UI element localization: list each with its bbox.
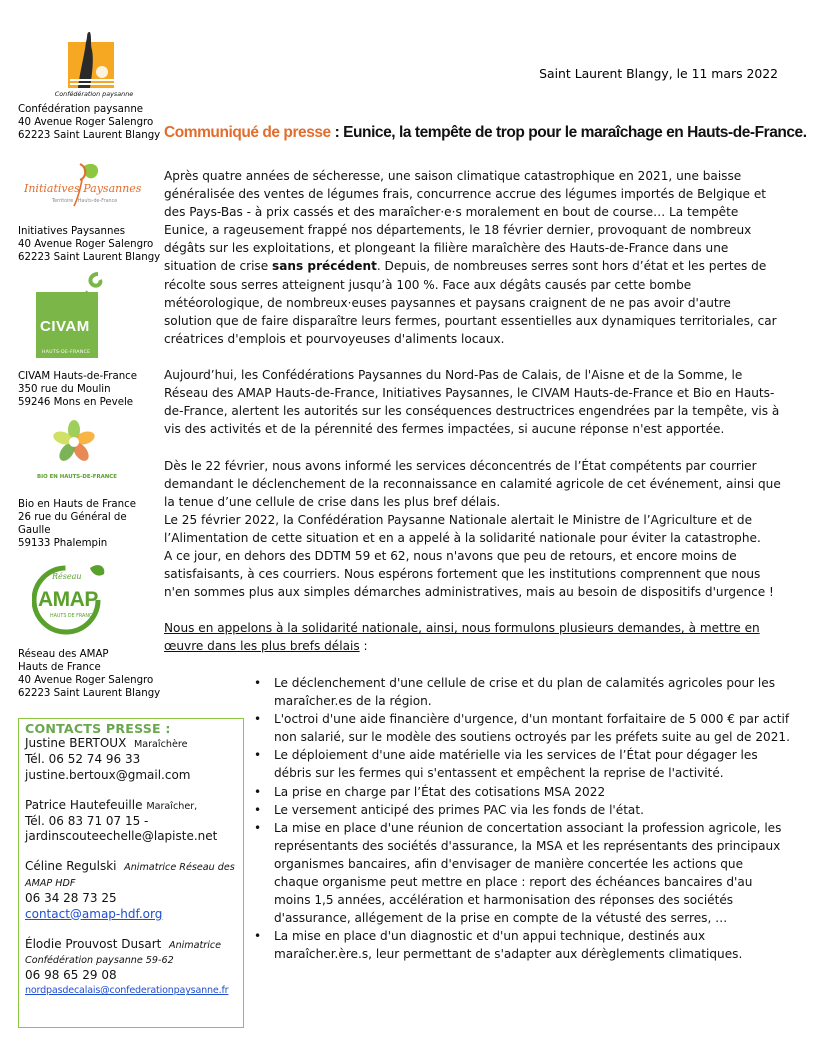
contact-email-link[interactable]: contact@amap-hdf.org [25, 906, 163, 921]
amap-address [18, 648, 160, 700]
civam-logo [36, 270, 116, 362]
initiatives-paysannes-logo [22, 162, 142, 214]
address-line: 40 Avenue Roger Salengro [18, 239, 154, 250]
contact-name: Élodie Prouvost Dusart [25, 936, 162, 951]
civam-logo-sub: HAUTS-DE-FRANCE [42, 350, 91, 355]
contact-email-link[interactable]: nordpasdecalais@confederationpaysanne.fr [25, 985, 229, 997]
underlined-text: Nous en appelons à la solidarité nationale, ainsi, nous formulons plusieurs demandes, à mettre en œuvre dans les plus brefs délais [164, 621, 760, 654]
paragraph-text: . Depuis, de nombreuses serres sont hors d’état et les pertes de récolte sous serres atteignent jusqu’à 100 %. Face aux dégâts causés par cette bombe météorologique, de nombreux·euses paysannes et paysans craignent de ne pas avoir d'autre solution que de faire disparaître leurs fermes, pourtant essentielles aux dynamiques territoriales, car créatrices d'emplois et pourvoyeuses d'aliments locaux. [164, 259, 777, 346]
contact-name-line [25, 736, 237, 752]
list-item: • La mise en place d'une réunion de concertation associant la profession agricole, les représentants des sociétés d'assurance, la MSA et les représentants des principaux organismes bancaires, afin d'envisager de manière concertée les actions que chaque organisme peut mettre en place : report des échéances bancaires d'au moins 1,5 années, accélération et harmonisation des réponses des sociétés d'assurance, allégement de la prise en compte de la vétusté des serres, … [250, 819, 790, 928]
contact-name: Céline Regulski [25, 859, 117, 874]
contact-phone: Tél. 06 83 71 07 15 - [25, 814, 149, 829]
address-line: Bio en Hauts de France [18, 499, 137, 510]
contact-name: Patrice Hautefeuille [25, 797, 143, 812]
paragraph: A ce jour, en dehors des DDTM 59 et 62, nous n'avons que peu de retours, et encore moins de satisfaisants, à ces courriers. Nous espérons fortement que les institutions comprennent que nous n'en sommes plus aux simples démarches administratives, mais au besoin de dispositifs d'urgence ! [164, 548, 774, 600]
bio-hdf-address [18, 498, 136, 550]
contact-role: Confédération paysanne 59-62 [25, 955, 174, 967]
title-accent: Communiqué de presse [164, 124, 331, 141]
address-line: Hauts de France [18, 662, 101, 673]
amap-logo [32, 558, 112, 642]
contact-email[interactable]: jardinscouteechelle@lapiste.net [25, 829, 218, 844]
contact-phone: Tél. 06 52 74 96 33 [25, 752, 141, 767]
initiatives-logo-text: Initiatives Paysannes [24, 182, 142, 195]
contact-phone: 06 34 28 73 25 [25, 891, 117, 906]
address-line: 62223 Saint Laurent Blangy [18, 688, 161, 699]
address-line: 350 rue du Moulin [18, 384, 111, 395]
bio-hdf-logo-text: BIO EN HAUTS-DE-FRANCE [37, 474, 117, 480]
paragraph: Le 25 février 2022, la Confédération Paysanne Nationale alertait le Ministre de l’Agriculture et de l’Alimentation de cette situation et en a appelé à la solidarité nationale pour éviter la catastrophe. [164, 512, 761, 545]
confederation-logo-caption: Confédération paysanne [54, 90, 134, 98]
address-line: Confédération paysanne [18, 104, 144, 115]
paragraph-text: Après quatre années de sécheresse, une saison climatique catastrophique en 2021, une baisse généralisée des ventes de légumes frais, concurrence accrue des légumes importés de Belgique et des Pays-Bas - à prix cassés et des maraîcher·e·s moralement en bout de course… La tempête Eunice, a rageusement frappé nos départements, le 18 février dernier, provoquant de nombreux dégâts sur les exploitations, et plongeant la filière maraîchère des Hauts-de-France dans une situation de crise [164, 169, 767, 274]
address-line: 59246 Mons en Pevele [18, 397, 134, 408]
contact-name: Justine BERTOUX [25, 736, 127, 751]
press-release-title [164, 124, 807, 142]
address-line: Gaulle [18, 525, 51, 536]
list-item: • L'octroi d'une aide financière d'urgence, d'un montant forfaitaire de 5 000 € par actif non salarié, sur le modèle des soutiens octroyés par les préfets suite au gel de 2021. [250, 710, 790, 746]
paragraph: Aujourd’hui, les Confédérations Paysannes du Nord-Pas de Calais, de l'Aisne et de la Somme, le Réseau des AMAP Hauts-de-France, Initiatives Paysannes, le CIVAM Hauts-de-France et Bio en Hauts-de-France, alertent les autorités sur les conséquences destructrices engendrées par la tempête, vis à vis des activités et de la pérennité des fermes impactées, si aucune réponse n'est apportée. [164, 368, 780, 437]
amap-logo-text: AMAP [38, 588, 98, 611]
contacts-heading: CONTACTS PRESSE : [25, 721, 171, 736]
contact-role: Animatrice Réseau des AMAP HDF [25, 862, 235, 890]
bio-hdf-logo [22, 418, 132, 486]
initiatives-logo-sub: Territoire Hauts-de-France [52, 199, 118, 204]
paragraph: Dès le 22 février, nous avons informé les services déconcentrés de l’État compétents par courrier demandant le déclenchement de la reconnaissance en calamité agricole de cet événement, ainsi que la tenue d’une cellule de crise dans les plus bref délais. [164, 458, 781, 509]
address-line: Réseau des AMAP [18, 649, 109, 660]
confederation-address [18, 103, 160, 142]
contact-name-line [25, 859, 237, 891]
address-line: CIVAM Hauts-de-France [18, 371, 138, 382]
address-line: 62223 Saint Laurent Blangy [18, 130, 161, 141]
address-line: Initiatives Paysannes [18, 226, 126, 237]
initiatives-address [18, 225, 160, 264]
contact-role: Maraîchère [133, 739, 188, 751]
press-contacts-box [18, 718, 244, 1028]
emphasis-text: sans précédent [272, 259, 377, 274]
amap-logo-sub: HAUTS DE FRANCE [50, 614, 96, 619]
date-line: Saint Laurent Blangy, le 11 mars 2022 [539, 66, 778, 81]
amap-logo-top: Réseau [52, 572, 82, 581]
list-item: • La prise en charge par l’État des cotisations MSA 2022 [250, 783, 790, 801]
demands-list [250, 674, 790, 964]
list-item: • Le déclenchement d'une cellule de crise et du plan de calamités agricoles pour les maraîcher.es de la région. [250, 674, 790, 710]
paragraph [164, 619, 782, 655]
contact-name-line [25, 937, 237, 953]
address-line: 26 rue du Général de [18, 512, 127, 523]
list-item: • La mise en place d'un diagnostic et d'un appui technique, destinés aux maraîcher.ère.s, leur permettant de s'adapter aux dérèglements climatiques. [250, 927, 790, 963]
paragraph [164, 167, 782, 348]
address-line: 40 Avenue Roger Salengro [18, 117, 154, 128]
contact-phone: 06 98 65 29 08 [25, 968, 117, 983]
address-line: 62223 Saint Laurent Blangy [18, 252, 161, 263]
contact-email[interactable]: justine.bertoux@gmail.com [25, 767, 191, 782]
list-item: • Le déploiement d'une aide matérielle via les services de l’État pour dégager les débris sur les fermes qui s'entassent et empêchent la reprise de l'activité. [250, 746, 790, 782]
address-line: 59133 Phalempin [18, 538, 108, 549]
paragraph-text: : [359, 639, 368, 654]
civam-logo-text: CIVAM [40, 318, 90, 335]
contact-role: Animatrice [169, 939, 222, 951]
contact-name-line [25, 798, 237, 814]
press-release-body [164, 167, 782, 674]
contact-role: Maraîcher, [146, 800, 198, 812]
title-rest: : Eunice, la tempête de trop pour le maraîchage en Hauts-de-France. [330, 124, 807, 141]
civam-address [18, 370, 137, 409]
list-item: • Le versement anticipé des primes PAC via les fonds de l'état. [250, 801, 790, 819]
address-line: 40 Avenue Roger Salengro [18, 675, 154, 686]
